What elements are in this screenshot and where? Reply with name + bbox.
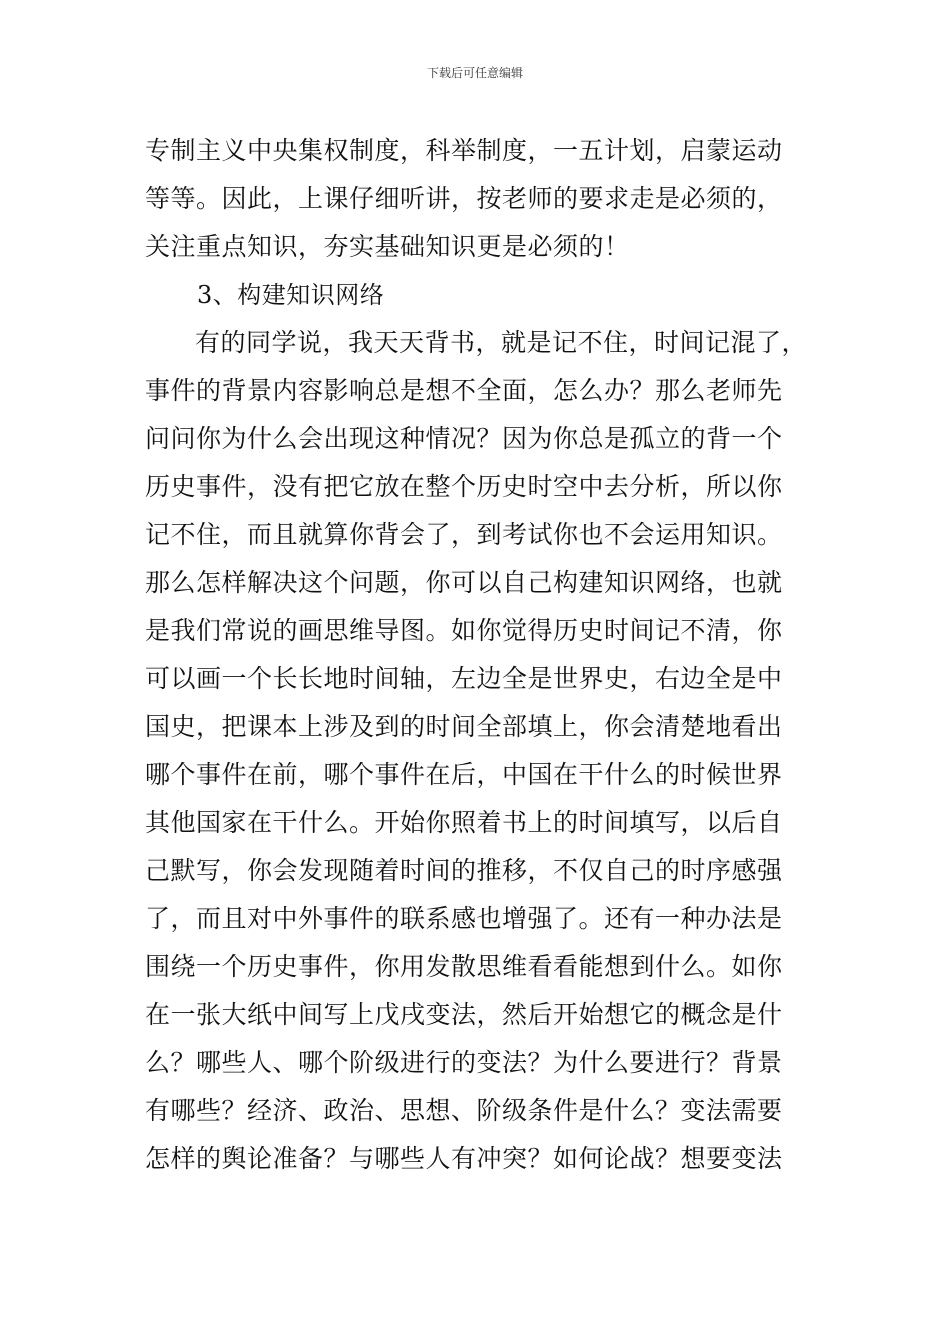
text-line: 可以画一个长长地时间轴，左边全是世界史，右边全是中: [145, 664, 783, 693]
document-body: [145, 127, 845, 1183]
text-line: 国史，把课本上涉及到的时间全部填上，你会清楚地看出: [145, 712, 783, 741]
text-line: 其他国家在干什么。开始你照着书上的时间填写，以后自: [145, 808, 783, 837]
text-line: 在一张大纸中间写上戊戌变法，然后开始想它的概念是什: [145, 1000, 783, 1029]
text-line: 是我们常说的画思维导图。如你觉得历史时间记不清，你: [145, 616, 783, 645]
text-line: 事件的背景内容影响总是想不全面，怎么办？那么老师先: [145, 376, 783, 405]
text-line: 记不住，而且就算你背会了，到考试你也不会运用知识。: [145, 520, 783, 549]
text-line: 么？哪些人、哪个阶级进行的变法？为什么要进行？背景: [145, 1048, 783, 1077]
text-line: 专制主义中央集权制度，科举制度，一五计划，启蒙运动: [145, 136, 783, 165]
paragraph-first-line: 有的同学说，我天天背书，就是记不住，时间记混了，: [195, 328, 808, 357]
page-header: 下载后可任意编辑: [426, 66, 523, 80]
text-line: 己默写，你会发现随着时间的推移，不仅自己的时序感强: [145, 856, 783, 885]
text-line: 围绕一个历史事件，你用发散思维看看能想到什么。如你: [145, 952, 783, 981]
text-line: 等等。因此，上课仔细听讲，按老师的要求走是必须的，: [145, 184, 783, 213]
text-line: 历史事件，没有把它放在整个历史时空中去分析，所以你: [145, 472, 783, 501]
text-line: 那么怎样解决这个问题，你可以自己构建知识网络，也就: [145, 568, 783, 597]
section-heading: 3、构建知识网络: [197, 281, 385, 309]
text-line: 哪个事件在前，哪个事件在后，中国在干什么的时候世界: [145, 760, 783, 789]
text-line: 怎样的舆论准备？与哪些人有冲突？如何论战？想要变法: [145, 1144, 783, 1173]
text-line: 了，而且对中外事件的联系感也增强了。还有一种办法是: [145, 904, 783, 933]
text-line: 有哪些？经济、政治、思想、阶级条件是什么？变法需要: [145, 1096, 783, 1125]
text-line: 关注重点知识，夯实基础知识更是必须的！: [145, 232, 630, 261]
text-line: 问问你为什么会出现这种情况？因为你总是孤立的背一个: [145, 424, 783, 453]
